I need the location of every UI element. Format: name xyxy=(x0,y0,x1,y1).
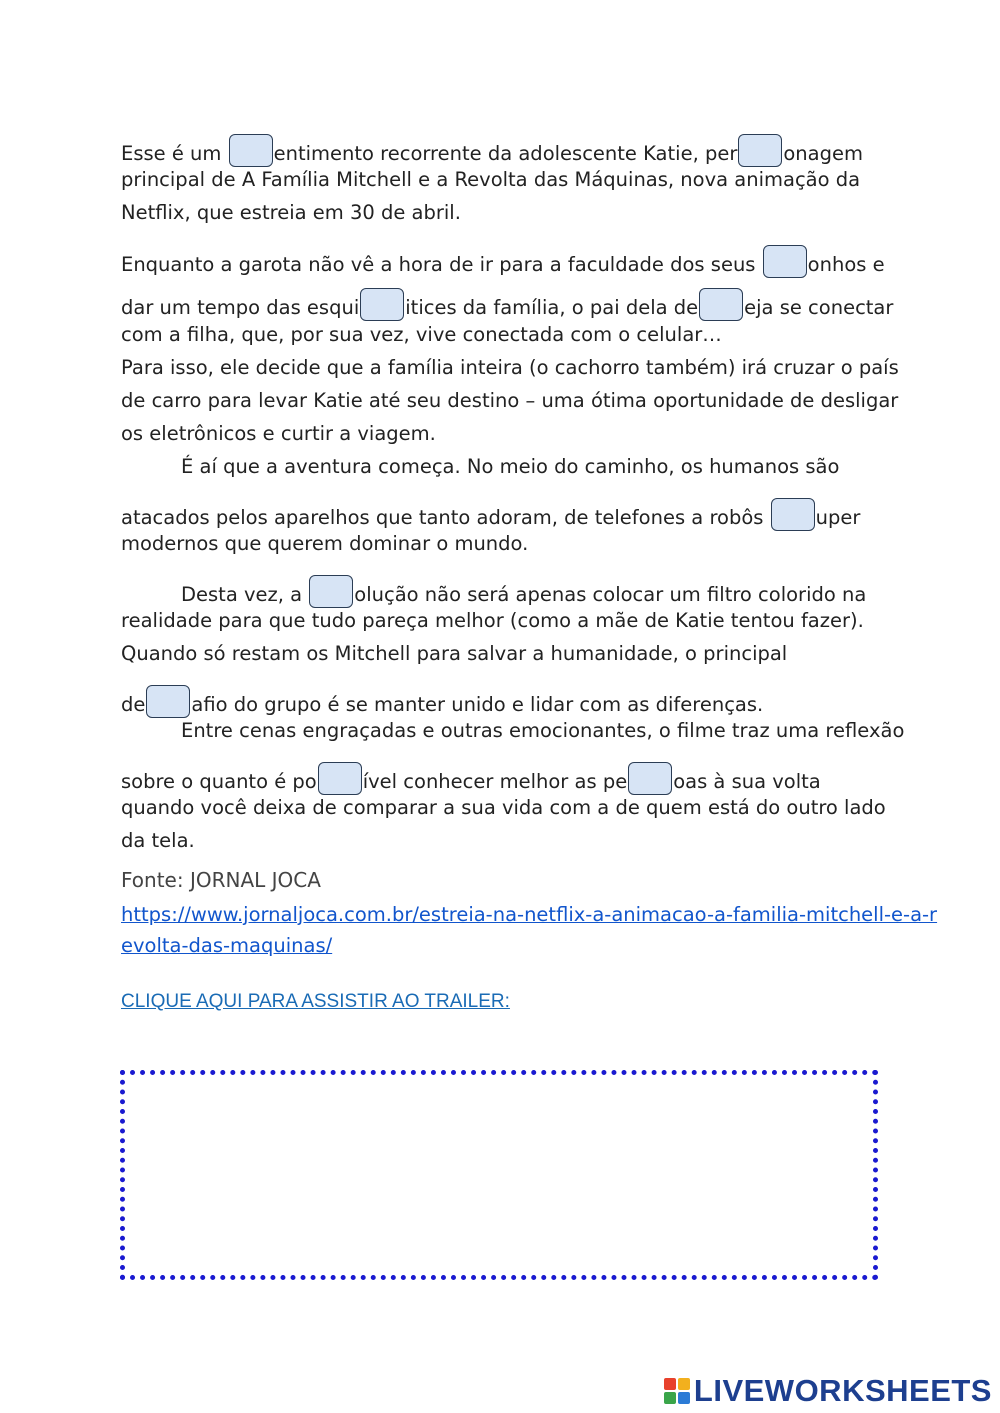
blank-input-7[interactable] xyxy=(309,575,353,608)
brand-name: LIVEWORKSHEETS xyxy=(693,1373,992,1408)
paragraph-line: quando você deixa de comparar a sua vida com a de quem está do outro lado xyxy=(121,796,886,819)
trailer-link[interactable]: CLIQUE AQUI PARA ASSISTIR AO TRAILER: xyxy=(121,991,510,1012)
paragraph-line: principal de A Família Mitchell e a Revolta das Máquinas, nova animação da xyxy=(121,168,861,191)
blank-input-4[interactable] xyxy=(360,288,404,321)
paragraph-line: modernos que querem dominar o mundo. xyxy=(121,532,529,555)
paragraph-line: Desta vez, a olução não será apenas colocar um filtro colorido na xyxy=(181,575,866,608)
paragraph-line: com a filha, que, por sua vez, vive conectada com o celular… xyxy=(121,323,722,346)
liveworksheets-icon xyxy=(664,1378,690,1404)
paragraph-line: É aí que a aventura começa. No meio do caminho, os humanos são xyxy=(181,455,840,478)
blank-input-2[interactable] xyxy=(738,134,782,167)
paragraph-line: realidade para que tudo pareça melhor (como a mãe de Katie tentou fazer). xyxy=(121,609,864,632)
paragraph-line: atacados pelos aparelhos que tanto adoram, de telefones a robôs uper xyxy=(121,498,860,531)
source-link-continued[interactable]: evolta-das-maquinas/ xyxy=(121,934,333,957)
paragraph-line: Esse é um entimento recorrente da adolescente Katie, per onagem xyxy=(121,134,863,167)
blank-input-3[interactable] xyxy=(763,245,807,278)
video-embed-area[interactable] xyxy=(120,1070,878,1280)
blank-input-10[interactable] xyxy=(628,762,672,795)
source-link[interactable]: https://www.jornaljoca.com.br/estreia-na-netflix-a-animacao-a-familia-mitchell-e-a-r xyxy=(121,903,938,926)
paragraph-line: Quando só restam os Mitchell para salvar a humanidade, o principal xyxy=(121,642,788,665)
blank-input-6[interactable] xyxy=(771,498,815,531)
blank-input-5[interactable] xyxy=(699,288,743,321)
paragraph-line: da tela. xyxy=(121,829,195,852)
paragraph-line: Enquanto a garota não vê a hora de ir para a faculdade dos seus onhos e xyxy=(121,245,885,278)
paragraph-line: Para isso, ele decide que a família inteira (o cachorro também) irá cruzar o país xyxy=(121,356,899,379)
source-label: Fonte: JORNAL JOCA xyxy=(121,868,321,892)
paragraph-line: Entre cenas engraçadas e outras emocionantes, o filme traz uma reflexão xyxy=(181,719,905,742)
paragraph-line: de afio do grupo é se manter unido e lidar com as diferenças. xyxy=(121,685,763,718)
blank-input-1[interactable] xyxy=(229,134,273,167)
blank-input-9[interactable] xyxy=(318,762,362,795)
paragraph-line: os eletrônicos e curtir a viagem. xyxy=(121,422,436,445)
blank-input-8[interactable] xyxy=(146,685,190,718)
paragraph-line: sobre o quanto é po ível conhecer melhor as pe oas à sua volta xyxy=(121,762,821,795)
paragraph-line: dar um tempo das esqui itices da família, o pai dela de eja se conectar xyxy=(121,288,893,321)
liveworksheets-logo xyxy=(664,1373,992,1409)
paragraph-line: Netflix, que estreia em 30 de abril. xyxy=(121,201,461,224)
paragraph-line: de carro para levar Katie até seu destino – uma ótima oportunidade de desligar xyxy=(121,389,899,412)
